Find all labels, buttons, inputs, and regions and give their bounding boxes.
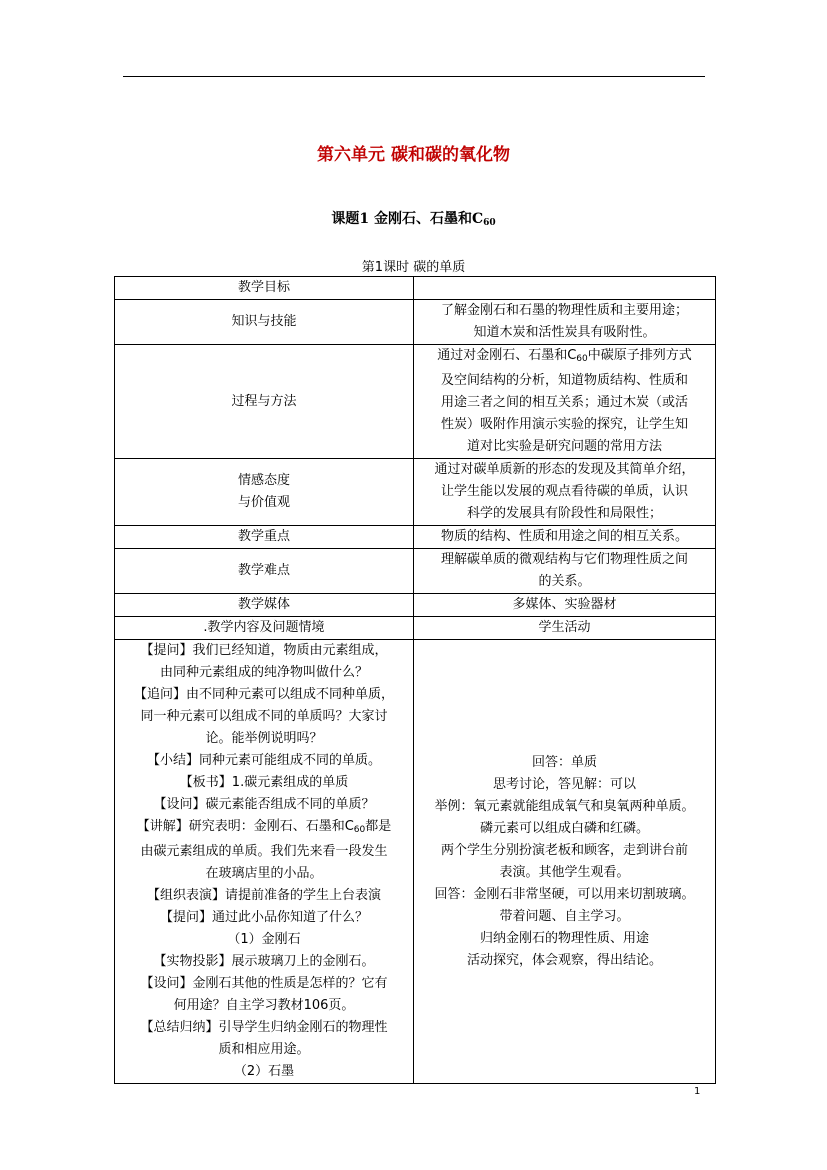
content-line: 【提问】我们已经知道，物质由元素组成， [140,643,388,658]
content-header: .教学内容及问题情境 [115,617,414,640]
process-line-1 [418,345,711,370]
content-line: （2）石墨 [233,1064,295,1079]
emotion-value [414,459,716,526]
lesson-title-subscript: 60 [483,218,496,228]
content-line [119,816,409,841]
process-line-1-b: 中碳原子排列方式 [587,348,692,363]
knowledge-line-1: 了解金刚石和石墨的物理性质和主要用途； [440,303,688,318]
knowledge-label: 知识与技能 [115,300,414,345]
content-line-9-sub: 60 [353,825,366,835]
activity-line: 回答：金刚石非常坚硬，可以用来切割玻璃。 [434,886,695,902]
page-number: 1 [694,1086,701,1097]
activity-header: 学生活动 [414,617,716,640]
goals-header: 教学目标 [115,277,414,300]
process-label: 过程与方法 [115,345,414,459]
process-line-1-sub: 60 [576,354,588,364]
content-line: 【设问】金刚石其他的性质是怎样的？它有 [140,976,388,991]
lesson-title [0,208,827,228]
table-row-key-point [115,526,716,549]
process-line-1-a: 通过对金刚石、石墨和C [437,348,577,363]
activity-line: 思考讨论，答见解：可以 [492,776,636,792]
difficulty-label: 教学难点 [115,549,414,594]
process-line-4: 性炭）吸附作用演示实验的探究，让学生知 [440,417,688,432]
content-line: 【总结归纳】引导学生归纳金刚石的物理性 [140,1020,388,1035]
lesson-plan-table [114,276,716,1084]
process-line-3: 用途三者之间的相互关系；通过木炭（或活 [440,395,688,410]
difficulty-value [414,549,716,594]
content-line: 由碳元素组成的单质。我们先来看一段发生 [140,844,388,859]
process-line-5: 道对比实验是研究问题的常用方法 [466,439,662,454]
content-line: 在玻璃店里的小品。 [205,866,323,881]
process-line-2: 及空间结构的分析，知道物质结构、性质和 [440,373,688,388]
media-label: 教学媒体 [115,594,414,617]
table-row-headers [115,617,716,640]
content-line: 论。能举例说明吗？ [205,731,323,746]
content-line: 质和相应用途。 [218,1042,310,1057]
content-line: 【组织表演】请提前准备的学生上台表演 [146,888,381,903]
header-rule [123,76,705,77]
content-line: 【提问】通过此小品你知道了什么？ [159,910,368,925]
content-line: 由同种元素组成的纯净物叫做什么？ [159,665,368,680]
activity-line: 带着问题、自主学习。 [499,908,630,924]
knowledge-value [414,300,716,345]
content-line: 【板书】1.碳元素组成的单质 [179,775,349,790]
emotion-label-1: 情感态度 [237,473,290,488]
table-row-difficulty [115,549,716,594]
unit-title: 第六单元 碳和碳的氧化物 [317,145,510,165]
media-value: 多媒体、实验器材 [414,594,716,617]
content-line-9-b: 都是 [365,819,392,834]
content-line: 同一种元素可以组成不同的单质吗？大家讨 [140,709,388,724]
table-row-media [115,594,716,617]
activity-line: 举例：氧元素就能组成氧气和臭氧两种单质。 [434,798,695,814]
key-point-value: 物质的结构、性质和用途之间的相互关系。 [414,526,716,549]
content-line: 【实物投影】展示玻璃刀上的金刚石。 [153,954,375,969]
activity-line: 归纳金刚石的物理性质、用途 [479,930,649,946]
difficulty-line-1: 理解碳单质的微观结构与它们物理性质之间 [440,552,688,567]
content-line: 何用途？自主学习教材106页。 [173,998,355,1013]
content-line: 【追问】由不同种元素可以组成不同种单质， [133,687,394,702]
content-line: 【小结】同种元素可能组成不同的单质。 [146,753,381,768]
key-point-label: 教学重点 [115,526,414,549]
student-activity [414,640,716,1084]
table-row-goals [115,277,716,300]
activity-line: 两个学生分别扮演老板和顾客，走到讲台前 [440,842,688,858]
activity-line: 磷元素可以组成白磷和红磷。 [479,820,649,836]
table-row-knowledge [115,300,716,345]
knowledge-line-2: 知道木炭和活性炭具有吸附性。 [473,325,656,340]
emotion-label [115,459,414,526]
table-row-main [115,640,716,1084]
table-row-process [115,345,716,459]
emotion-line-2: 让学生能以发展的观点看待碳的单质，认识 [440,484,688,499]
lesson-title-text: 课题1 金刚石、石墨和C [331,211,484,227]
content-line: （1）金刚石 [227,932,301,947]
content-line: 【设问】碳元素能否组成不同的单质？ [153,797,375,812]
activity-line: 表演。其他学生观看。 [499,864,630,880]
period-title: 第1课时 碳的单质 [361,260,466,275]
activity-line: 回答：单质 [531,754,597,770]
teaching-content [115,640,414,1084]
table-row-emotion [115,459,716,526]
process-value [414,345,716,459]
difficulty-line-2: 的关系。 [538,574,591,589]
emotion-line-3: 科学的发展具有阶段性和局限性； [466,506,662,521]
goals-header-empty [414,277,716,300]
emotion-line-1: 通过对碳单质新的形态的发现及其简单介绍， [434,462,695,477]
emotion-label-2: 与价值观 [237,495,290,510]
content-line-9-a: 【讲解】研究表明：金刚石、石墨和C [136,819,354,834]
activity-line: 活动探究，体会观察，得出结论。 [466,952,662,968]
